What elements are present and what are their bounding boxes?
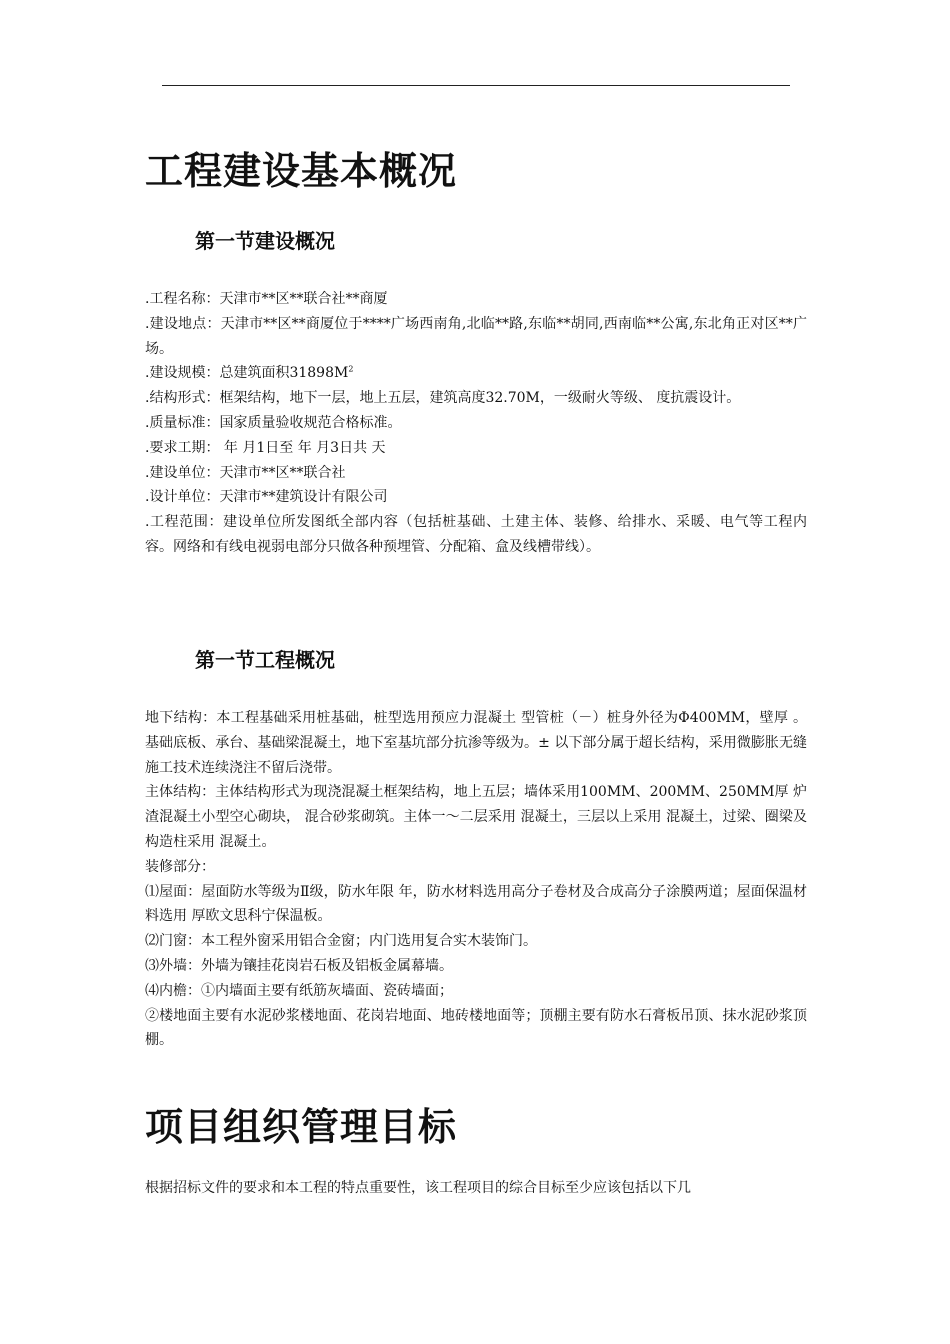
item-owner: .建设单位：天津市**区**联合社 [145,464,346,481]
item-structure-form: .结构形式：框架结构，地下一层，地上五层，建筑高度32.70M，一级耐火等级、 度抗震设计。 [145,390,741,407]
para-decoration-heading: 装修部分： [145,858,215,875]
para-doors-windows: ⑵门窗：本工程外窗采用铝合金窗；内门选用复合实木装饰门。 [145,933,537,950]
item-scope: .工程范围：建设单位所发图纸全部内容（包括桩基础、土建主体、装修、给排水、采暖、电气等工程内容。网络和有线电视弱电部分只做各种预埋管、分配箱、盒及线槽带线）。 [145,514,807,555]
item-project-name: .工程名称：天津市**区**联合社**商厦 [145,291,388,307]
closing-body [145,1176,807,1201]
item-construction-scale [145,361,807,386]
scale-superscript: 2 [348,364,354,374]
para-interior: ⑷内檐：①内墙面主要有纸筋灰墙面、瓷砖墙面； [145,982,453,999]
section2-body [145,706,807,1053]
item-schedule: .要求工期： 年 月1日至 年 月3日共 天 [145,439,386,456]
section-title-construction-overview: 第一节建设概况 [195,229,335,253]
item-designer: .设计单位：天津市**建筑设计有限公司 [145,489,388,506]
para-closing: 根据招标文件的要求和本工程的特点重要性，该工程项目的综合目标至少应该包括以下几 [145,1180,691,1196]
item-construction-site: .建设地点：天津市**区**商厦位于****广场西南角,北临**路,东临**胡同,西南临**公寓,东北角正对区**广场。 [145,315,807,357]
para-main-structure: 主体结构：主体结构形式为现浇混凝土框架结构，地上五层；墙体采用100MM、200MM、250MM厚 炉渣混凝土小型空心砌块， 混合砂浆砌筑。主体一～二层采用 混凝土，三层以上采用 混凝土，过梁、圈梁及构造柱采用 混凝土。 [145,784,807,850]
scale-text: .建设规模：总建筑面积31898M [145,365,349,382]
para-floors-ceilings: ②楼地面主要有水泥砂浆楼地面、花岗岩地面、地砖楼地面等；顶棚主要有防水石膏板吊顶、抹水泥砂浆顶棚。 [145,1007,807,1049]
section1-body [145,287,807,560]
heading-project-overview: 工程建设基本概况 [145,149,458,193]
header-rule [162,85,790,86]
item-quality-standard: .质量标准：国家质量验收规范合格标准。 [145,414,402,431]
para-exterior-wall: ⑶外墙：外墙为镶挂花岗岩石板及铝板金属幕墙。 [145,957,453,974]
section-title-engineering-overview: 第一节工程概况 [195,648,335,672]
heading-management-goals: 项目组织管理目标 [145,1105,458,1149]
para-roof: ⑴屋面：屋面防水等级为Ⅱ级，防水年限 年，防水材料选用高分子卷材及合成高分子涂膜两道；屋面保温材料选用 厚欧文思科宁保温板。 [145,883,807,925]
para-underground-structure: 地下结构：本工程基础采用桩基础，桩型选用预应力混凝土 型管桩（－）桩身外径为Φ400MM，壁厚 。基础底板、承台、基础梁混凝土，地下室基坑部分抗渗等级为。± 以下部分属于超长结构，采用微膨胀无缝施工技术连续浇注不留后浇带。 [145,710,807,776]
